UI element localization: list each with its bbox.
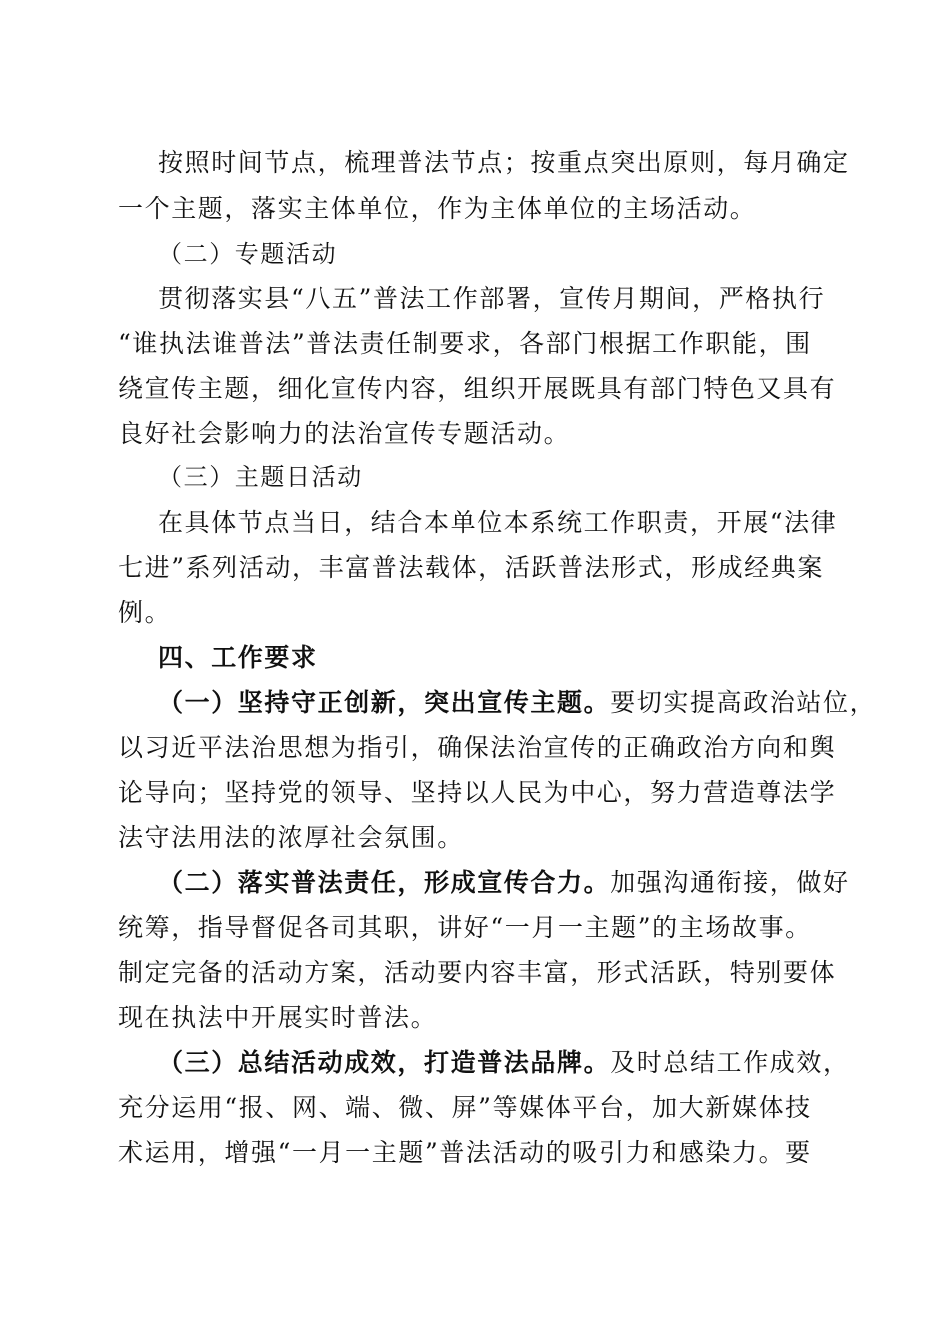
paragraph-line: 贯彻落实县“八五”普法工作部署，宣传月期间，严格执行 (158, 284, 826, 313)
paragraph-line: 绕宣传主题，细化宣传内容，组织开展既具有部门特色又具有 (118, 374, 837, 403)
paragraph-line: 以习近平法治思想为指引，确保法治宣传的正确政治方向和舆 (118, 733, 837, 762)
paragraph-text: 要切实提高政治站位， (610, 688, 877, 717)
paragraph-line (158, 866, 850, 900)
paragraph-line: 按照时间节点，梳理普法节点；按重点突出原则，每月确定 (158, 148, 850, 177)
paragraph-line: 法守法用法的浓厚社会氛围。 (118, 823, 464, 852)
paragraph-text: 及时总结工作成效， (610, 1048, 850, 1077)
section-heading: （二）专题活动 (158, 240, 338, 268)
paragraph-line: 七进”系列活动，丰富普法载体，活跃普法形式，形成经典案 (118, 553, 824, 582)
paragraph-line: 充分运用“报、网、端、微、屏”等媒体平台，加大新媒体技 (118, 1093, 812, 1122)
paragraph-lead: （二）落实普法责任，形成宣传合力。 (158, 868, 611, 897)
paragraph-line (158, 1046, 850, 1080)
paragraph-line: 论导向；坚持党的领导、坚持以人民为中心，努力营造尊法学 (118, 778, 837, 807)
chapter-heading: 四、工作要求 (158, 643, 318, 672)
paragraph-line: 例。 (118, 598, 172, 627)
paragraph-lead: （一）坚持守正创新，突出宣传主题。 (158, 688, 611, 717)
paragraph-line: 良好社会影响力的法治宣传专题活动。 (118, 419, 571, 448)
paragraph-line: 在具体节点当日，结合本单位本系统工作职责，开展“法律 (158, 508, 838, 537)
paragraph-line: “谁执法谁普法”普法责任制要求，各部门根据工作职能，围 (118, 329, 812, 358)
paragraph-lead: （三）总结活动成效，打造普法品牌。 (158, 1048, 611, 1077)
paragraph-line (158, 686, 877, 720)
paragraph-line: 术运用，增强“一月一主题”普法活动的吸引力和感染力。要 (118, 1138, 812, 1167)
paragraph-line: 一个主题，落实主体单位，作为主体单位的主场活动。 (118, 194, 757, 223)
paragraph-text: 加强沟通衔接，做好 (610, 868, 850, 897)
section-heading: （三）主题日活动 (158, 463, 363, 491)
paragraph-line: 制定完备的活动方案，活动要内容丰富，形式活跃，特别要体 (118, 958, 837, 987)
paragraph-line: 统筹，指导督促各司其职，讲好“一月一主题”的主场故事。 (118, 913, 812, 942)
paragraph-line: 现在执法中开展实时普法。 (118, 1003, 438, 1032)
